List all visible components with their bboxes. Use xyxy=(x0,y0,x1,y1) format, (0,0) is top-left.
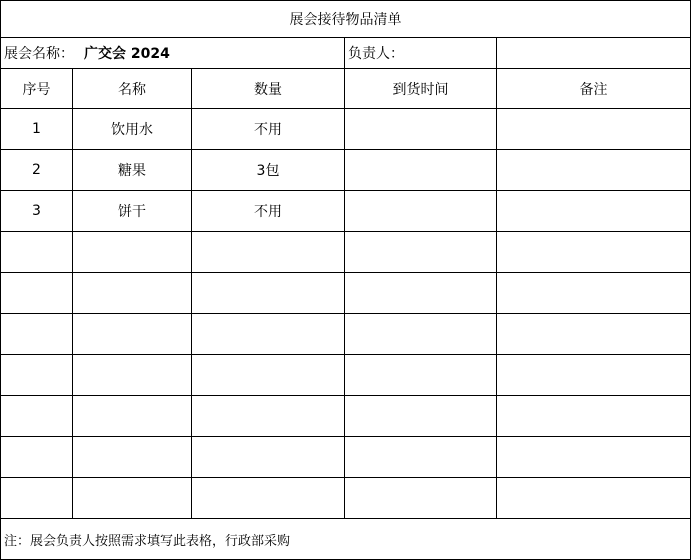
exhibition-name-value: 广交会 2024 xyxy=(84,46,170,62)
cell-index[interactable] xyxy=(1,314,73,355)
cell-quantity[interactable] xyxy=(192,396,345,437)
cell-index[interactable]: 1 xyxy=(1,109,73,150)
sheet-title[interactable]: 展会接待物品清单 xyxy=(1,1,691,38)
title-row xyxy=(1,1,691,38)
cell-quantity[interactable]: 不用 xyxy=(192,191,345,232)
owner-label: 负责人： xyxy=(348,46,404,62)
owner-value-cell[interactable] xyxy=(497,38,691,69)
cell-quantity[interactable] xyxy=(192,232,345,273)
cell-quantity[interactable] xyxy=(192,273,345,314)
cell-index[interactable] xyxy=(1,355,73,396)
exhibition-name-cell[interactable] xyxy=(1,38,345,69)
cell-arrival-time[interactable] xyxy=(345,396,497,437)
cell-name[interactable]: 饮用水 xyxy=(73,109,192,150)
table-row xyxy=(1,150,691,191)
table-body xyxy=(1,109,691,519)
info-row xyxy=(1,38,691,69)
cell-remarks[interactable] xyxy=(497,232,691,273)
header-cell-arrival-time[interactable]: 到货时间 xyxy=(345,69,497,109)
cell-index[interactable] xyxy=(1,273,73,314)
header-cell-remarks[interactable]: 备注 xyxy=(497,69,691,109)
cell-name[interactable] xyxy=(73,396,192,437)
cell-quantity[interactable] xyxy=(192,437,345,478)
cell-arrival-time[interactable] xyxy=(345,355,497,396)
table-row xyxy=(1,396,691,437)
cell-quantity[interactable] xyxy=(192,478,345,519)
cell-index[interactable] xyxy=(1,396,73,437)
cell-remarks[interactable] xyxy=(497,150,691,191)
cell-index[interactable]: 3 xyxy=(1,191,73,232)
cell-name[interactable] xyxy=(73,437,192,478)
cell-remarks[interactable] xyxy=(497,191,691,232)
cell-name[interactable]: 糖果 xyxy=(73,150,192,191)
cell-index[interactable]: 2 xyxy=(1,150,73,191)
table-row xyxy=(1,109,691,150)
cell-name[interactable] xyxy=(73,314,192,355)
cell-name[interactable] xyxy=(73,355,192,396)
cell-name[interactable] xyxy=(73,232,192,273)
header-cell-index[interactable]: 序号 xyxy=(1,69,73,109)
cell-arrival-time[interactable] xyxy=(345,273,497,314)
cell-remarks[interactable] xyxy=(497,478,691,519)
cell-index[interactable] xyxy=(1,478,73,519)
cell-arrival-time[interactable] xyxy=(345,232,497,273)
cell-remarks[interactable] xyxy=(497,109,691,150)
owner-cell[interactable] xyxy=(345,38,497,69)
cell-quantity[interactable]: 不用 xyxy=(192,109,345,150)
cell-arrival-time[interactable] xyxy=(345,437,497,478)
table-row xyxy=(1,232,691,273)
footer-row xyxy=(1,519,691,560)
cell-arrival-time[interactable] xyxy=(345,191,497,232)
table-row xyxy=(1,478,691,519)
cell-arrival-time[interactable] xyxy=(345,150,497,191)
header-cell-quantity[interactable]: 数量 xyxy=(192,69,345,109)
cell-remarks[interactable] xyxy=(497,314,691,355)
cell-quantity[interactable] xyxy=(192,355,345,396)
header-cell-name[interactable]: 名称 xyxy=(73,69,192,109)
cell-arrival-time[interactable] xyxy=(345,109,497,150)
cell-index[interactable] xyxy=(1,437,73,478)
cell-remarks[interactable] xyxy=(497,355,691,396)
table-row xyxy=(1,355,691,396)
cell-quantity[interactable] xyxy=(192,314,345,355)
cell-remarks[interactable] xyxy=(497,437,691,478)
cell-quantity[interactable]: 3包 xyxy=(192,150,345,191)
cell-arrival-time[interactable] xyxy=(345,314,497,355)
table-row xyxy=(1,191,691,232)
footer-note[interactable]: 注：展会负责人按照需求填写此表格，行政部采购 xyxy=(1,519,691,560)
cell-remarks[interactable] xyxy=(497,273,691,314)
cell-arrival-time[interactable] xyxy=(345,478,497,519)
header-row xyxy=(1,69,691,109)
table-row xyxy=(1,314,691,355)
cell-name[interactable] xyxy=(73,273,192,314)
table-row xyxy=(1,273,691,314)
cell-index[interactable] xyxy=(1,232,73,273)
table-row xyxy=(1,437,691,478)
cell-name[interactable] xyxy=(73,478,192,519)
cell-remarks[interactable] xyxy=(497,396,691,437)
exhibition-name-label: 展会名称： xyxy=(4,46,74,62)
cell-name[interactable]: 饼干 xyxy=(73,191,192,232)
